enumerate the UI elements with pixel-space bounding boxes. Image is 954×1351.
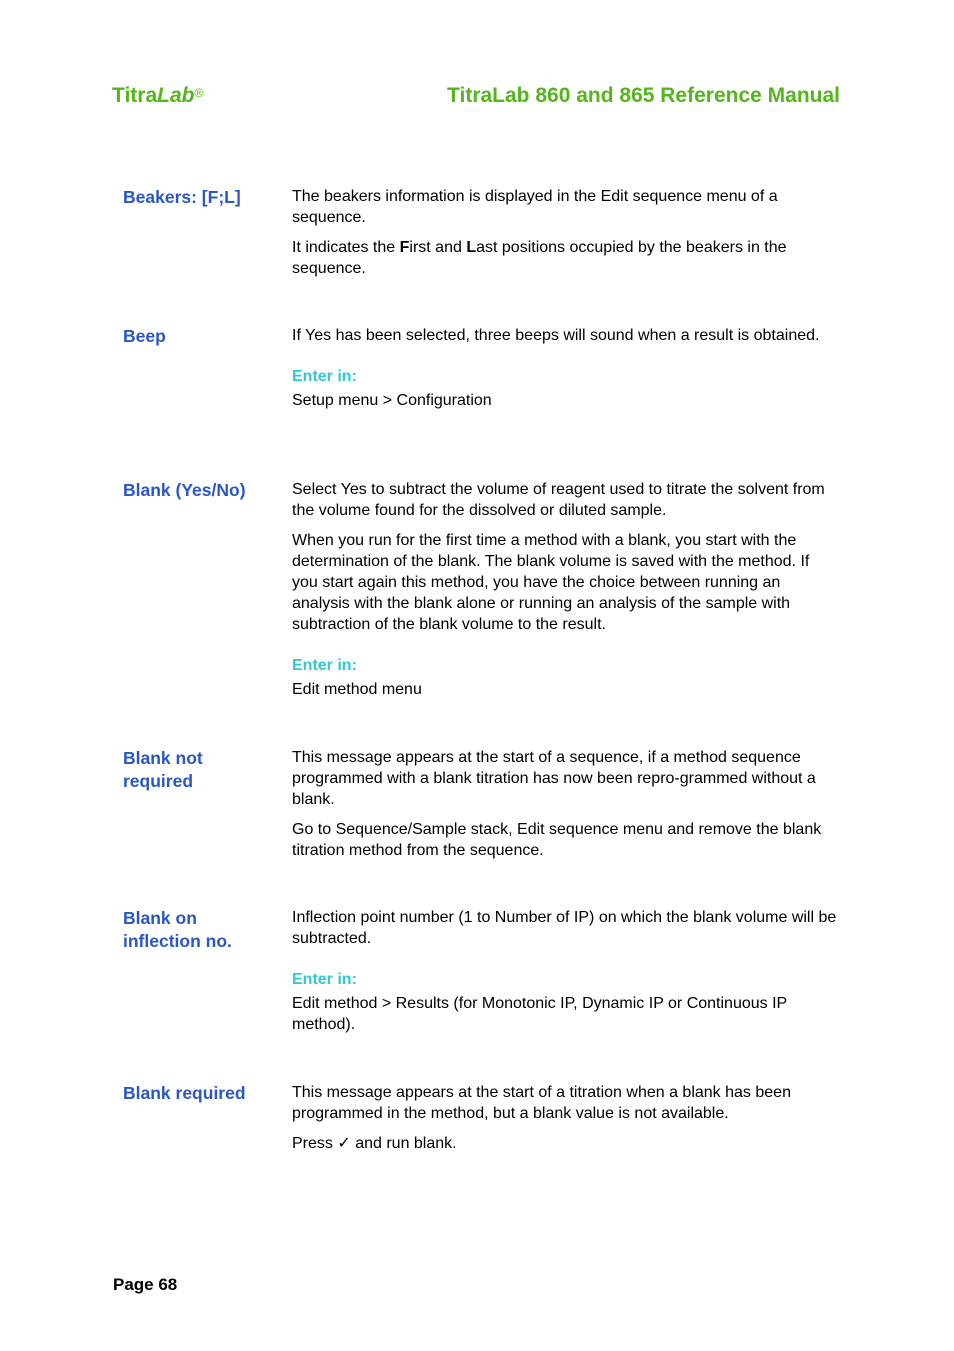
desc-blank-not-required	[292, 747, 837, 870]
desc-blank-yes-no	[292, 479, 837, 709]
term-blank-required: Blank required	[123, 1083, 246, 1103]
enter-in-value: Edit method menu	[292, 681, 422, 698]
desc-paragraph: The beakers information is displayed in the Edit sequence menu of a sequence.	[292, 188, 778, 226]
enter-in-label: Enter in:	[292, 971, 357, 988]
desc-beakers	[292, 186, 837, 288]
term-line: required	[123, 771, 194, 791]
brand-registered-mark: ®	[194, 86, 204, 100]
desc-blank-on-inflection	[292, 907, 837, 1044]
text-run: and run blank.	[350, 1135, 457, 1152]
header-brand	[112, 84, 203, 108]
term-line: Blank not	[123, 748, 203, 768]
desc-paragraph: This message appears at the start of a sequence, if a method sequence programmed with a blank titration has now been repro-grammed without a blank.	[292, 749, 816, 808]
desc-paragraph: When you run for the first time a method with a blank, you start with the determination of the blank. The blank volume is saved with the method. If you start again this method, you have the choice between running an analysis with the blank alone or running an analysis of the sample with subtraction of the blank volume to the result.	[292, 532, 810, 633]
page-number: Page 68	[113, 1275, 178, 1294]
text-run: It indicates the	[292, 239, 400, 256]
text-run: ast positions occupied by the beakers in the sequence.	[292, 239, 787, 277]
term-blank-on-inflection	[123, 907, 283, 953]
term-line: inflection no.	[123, 931, 232, 951]
check-icon: ✓	[337, 1135, 351, 1152]
enter-in-value: Edit method > Results (for Monotonic IP, Dynamic IP or Continuous IP method).	[292, 995, 787, 1033]
term-beakers: Beakers: [F;L]	[123, 187, 241, 207]
enter-in-label: Enter in:	[292, 368, 357, 385]
desc-blank-required	[292, 1082, 837, 1163]
bold-letter: L	[466, 239, 477, 256]
manual-title: TitraLab 860 and 865 Reference Manual	[447, 84, 840, 107]
desc-paragraph	[292, 1133, 837, 1154]
term-line: Blank on	[123, 908, 197, 928]
desc-beep	[292, 325, 837, 420]
enter-in-value: Setup menu > Configuration	[292, 392, 492, 409]
desc-paragraph: If Yes has been selected, three beeps will sound when a result is obtained.	[292, 327, 820, 344]
term-blank-yes-no: Blank (Yes/No)	[123, 480, 246, 500]
brand-plain: Titra	[112, 84, 158, 107]
enter-in-label: Enter in:	[292, 657, 357, 674]
bold-letter: F	[399, 239, 410, 256]
desc-paragraph	[292, 237, 837, 279]
desc-paragraph: Select Yes to subtract the volume of reagent used to titrate the solvent from the volume found for the dissolved or diluted sample.	[292, 481, 825, 519]
term-beep: Beep	[123, 326, 166, 346]
text-run: irst and	[409, 239, 467, 256]
text-run: Press	[292, 1135, 338, 1152]
desc-paragraph: Inflection point number (1 to Number of IP) on which the blank volume will be subtracted.	[292, 909, 837, 947]
desc-paragraph: Go to Sequence/Sample stack, Edit sequence menu and remove the blank titration method from the sequence.	[292, 821, 822, 859]
desc-paragraph: This message appears at the start of a titration when a blank has been programmed in the method, but a blank value is not available.	[292, 1084, 791, 1122]
term-blank-not-required	[123, 747, 283, 793]
brand-italic: Lab	[157, 84, 195, 107]
